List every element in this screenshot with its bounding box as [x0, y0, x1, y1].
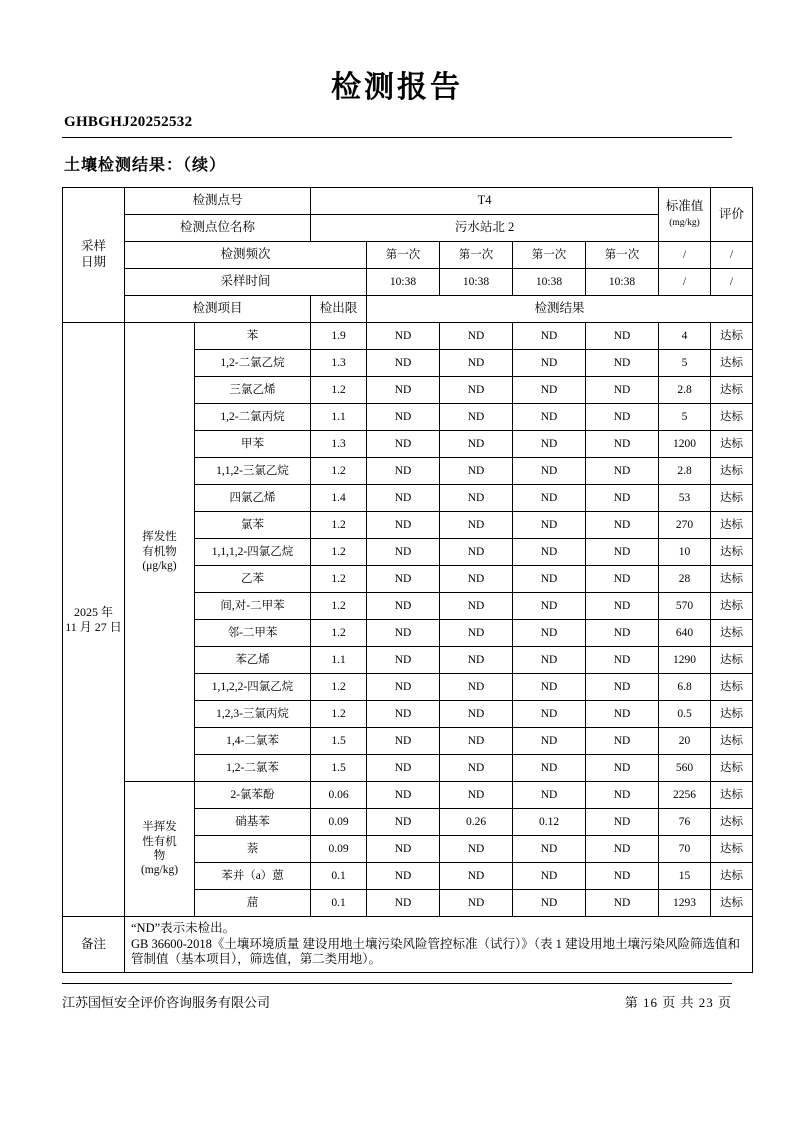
- remark-body: [125, 917, 753, 973]
- result-value: ND: [586, 647, 659, 674]
- standard-value: 2256: [659, 782, 711, 809]
- result-value: ND: [367, 512, 440, 539]
- result-value: ND: [440, 323, 513, 350]
- soil-results-table: [62, 187, 753, 973]
- remark-label: 备注: [63, 917, 125, 973]
- item-name: 苯并（a）蒽: [195, 863, 311, 890]
- result-value: ND: [513, 431, 586, 458]
- result-value: ND: [513, 782, 586, 809]
- standard-value: 1293: [659, 890, 711, 917]
- standard-value: 70: [659, 836, 711, 863]
- sampling-time-value: 10:38: [367, 269, 440, 296]
- detection-limit: 0.09: [311, 809, 367, 836]
- result-value: ND: [367, 323, 440, 350]
- result-value: ND: [586, 782, 659, 809]
- result-value: ND: [440, 647, 513, 674]
- standard-value: 1290: [659, 647, 711, 674]
- point-number-label: 检测点号: [125, 188, 311, 215]
- result-value: ND: [440, 458, 513, 485]
- result-value: ND: [586, 404, 659, 431]
- result-value: ND: [586, 593, 659, 620]
- table-row: [63, 323, 753, 350]
- evaluation-value: 达标: [711, 782, 753, 809]
- result-value: ND: [440, 404, 513, 431]
- result-value: ND: [367, 701, 440, 728]
- frequency-value: 第一次: [440, 242, 513, 269]
- result-value: ND: [440, 512, 513, 539]
- standard-value: 5: [659, 350, 711, 377]
- evaluation-value: 达标: [711, 512, 753, 539]
- evaluation-value: 达标: [711, 377, 753, 404]
- item-name: 1,2-二氯丙烷: [195, 404, 311, 431]
- page-title: 检测报告: [331, 71, 463, 104]
- evaluation-value: 达标: [711, 728, 753, 755]
- standard-value: 640: [659, 620, 711, 647]
- standard-value: 0.5: [659, 701, 711, 728]
- evaluation-value: 达标: [711, 350, 753, 377]
- detection-limit: 1.2: [311, 566, 367, 593]
- item-name: 萘: [195, 836, 311, 863]
- table-row: [63, 782, 753, 809]
- result-value: ND: [586, 836, 659, 863]
- item-name: 1,2-二氯乙烷: [195, 350, 311, 377]
- detection-limit-label: 检出限: [311, 296, 367, 323]
- frequency-label: 检测频次: [125, 242, 367, 269]
- detection-limit: 1.2: [311, 674, 367, 701]
- result-value: ND: [440, 701, 513, 728]
- section-title: 土壤检测结果：（续）: [64, 157, 227, 174]
- result-value: ND: [367, 377, 440, 404]
- sampling-time-value: 10:38: [586, 269, 659, 296]
- item-name: 四氯乙烯: [195, 485, 311, 512]
- result-value: ND: [367, 431, 440, 458]
- result-value: ND: [440, 728, 513, 755]
- item-name: 乙苯: [195, 566, 311, 593]
- evaluation-value: 达标: [711, 647, 753, 674]
- evaluation-value: 达标: [711, 539, 753, 566]
- result-value: ND: [513, 755, 586, 782]
- result-value: ND: [367, 836, 440, 863]
- item-name: 1,2-二氯苯: [195, 755, 311, 782]
- evaluation-value: 达标: [711, 458, 753, 485]
- result-value: ND: [513, 701, 586, 728]
- result-value: ND: [586, 620, 659, 647]
- item-name: 1,2,3-三氯丙烷: [195, 701, 311, 728]
- standard-value: 270: [659, 512, 711, 539]
- page-footer: [62, 983, 732, 1011]
- result-value: ND: [513, 863, 586, 890]
- item-name: 硝基苯: [195, 809, 311, 836]
- evaluation-value: 达标: [711, 323, 753, 350]
- result-value: ND: [367, 809, 440, 836]
- standard-value: 4: [659, 323, 711, 350]
- result-value: ND: [513, 890, 586, 917]
- result-value: ND: [367, 755, 440, 782]
- result-value: ND: [440, 755, 513, 782]
- group-name-svoc: 半挥发 性有机 物 (mg/kg): [125, 782, 195, 917]
- item-name: 间,对-二甲苯: [195, 593, 311, 620]
- standard-value: 5: [659, 404, 711, 431]
- detection-limit: 1.2: [311, 701, 367, 728]
- result-value: ND: [367, 863, 440, 890]
- detection-limit: 1.2: [311, 539, 367, 566]
- detection-limit: 1.2: [311, 620, 367, 647]
- result-value: ND: [367, 647, 440, 674]
- footer-page-number: 第 16 页 共 23 页: [624, 994, 732, 1010]
- result-value: ND: [440, 431, 513, 458]
- detection-limit: 1.1: [311, 404, 367, 431]
- detection-limit: 1.2: [311, 593, 367, 620]
- standard-value: /: [659, 269, 711, 296]
- footer-company: 江苏国恒安全评价咨询服务有限公司: [62, 994, 271, 1010]
- result-value: ND: [586, 431, 659, 458]
- evaluation-value: /: [711, 269, 753, 296]
- result-value: ND: [513, 377, 586, 404]
- result-value: ND: [586, 458, 659, 485]
- result-value: ND: [513, 323, 586, 350]
- evaluation-value: 达标: [711, 674, 753, 701]
- result-value: ND: [367, 782, 440, 809]
- evaluation-value: 达标: [711, 809, 753, 836]
- point-name-label: 检测点位名称: [125, 215, 311, 242]
- evaluation-value: 达标: [711, 566, 753, 593]
- result-value: ND: [586, 809, 659, 836]
- result-value: ND: [586, 377, 659, 404]
- result-value: ND: [586, 701, 659, 728]
- result-value: ND: [513, 512, 586, 539]
- item-label: 检测项目: [125, 296, 311, 323]
- evaluation-value: 达标: [711, 701, 753, 728]
- result-value: ND: [513, 404, 586, 431]
- evaluation-header: 评价: [711, 188, 753, 242]
- item-name: 甲苯: [195, 431, 311, 458]
- item-name: 2-氯苯酚: [195, 782, 311, 809]
- sampling-time-label: 采样时间: [125, 269, 367, 296]
- result-value: ND: [586, 566, 659, 593]
- standard-value: 2.8: [659, 377, 711, 404]
- result-value: ND: [586, 728, 659, 755]
- result-value: ND: [440, 782, 513, 809]
- point-number-value: T4: [311, 188, 659, 215]
- result-value: ND: [367, 404, 440, 431]
- sampling-time-value: 10:38: [513, 269, 586, 296]
- result-value: ND: [440, 863, 513, 890]
- frequency-value: 第一次: [586, 242, 659, 269]
- frequency-value: 第一次: [367, 242, 440, 269]
- item-name: 1,4-二氯苯: [195, 728, 311, 755]
- result-value: ND: [513, 620, 586, 647]
- item-name: 邻-二甲苯: [195, 620, 311, 647]
- standard-value: 570: [659, 593, 711, 620]
- standard-value: 76: [659, 809, 711, 836]
- result-value: 0.12: [513, 809, 586, 836]
- detection-limit: 1.9: [311, 323, 367, 350]
- detection-limit: 1.3: [311, 350, 367, 377]
- result-value: ND: [513, 458, 586, 485]
- table-row: [63, 215, 753, 242]
- evaluation-value: 达标: [711, 485, 753, 512]
- result-value: ND: [440, 539, 513, 566]
- result-value: ND: [586, 539, 659, 566]
- table-row: [63, 242, 753, 269]
- result-value: ND: [367, 485, 440, 512]
- detection-limit: 1.1: [311, 647, 367, 674]
- standard-value: 15: [659, 863, 711, 890]
- result-value: ND: [513, 539, 586, 566]
- item-name: 氯苯: [195, 512, 311, 539]
- result-value: 0.26: [440, 809, 513, 836]
- report-number: GHBGHJ20252532: [64, 114, 193, 130]
- remark-line-1: “ND”表示未检出。: [131, 921, 236, 935]
- standard-value: 53: [659, 485, 711, 512]
- frequency-value: 第一次: [513, 242, 586, 269]
- result-value: ND: [586, 755, 659, 782]
- result-value: ND: [586, 890, 659, 917]
- result-value: ND: [440, 890, 513, 917]
- result-value: ND: [513, 674, 586, 701]
- table-row: [63, 296, 753, 323]
- result-value: ND: [586, 674, 659, 701]
- header-divider: [62, 137, 732, 138]
- result-value: ND: [440, 836, 513, 863]
- result-value: ND: [367, 890, 440, 917]
- standard-value: 28: [659, 566, 711, 593]
- point-name-value: 污水站北 2: [311, 215, 659, 242]
- standard-value: 10: [659, 539, 711, 566]
- detection-limit: 1.4: [311, 485, 367, 512]
- item-name: 1,1,1,2-四氯乙烷: [195, 539, 311, 566]
- table-row-remark: [63, 917, 753, 973]
- result-value: ND: [367, 620, 440, 647]
- evaluation-value: 达标: [711, 755, 753, 782]
- detection-limit: 0.1: [311, 890, 367, 917]
- standard-value: 1200: [659, 431, 711, 458]
- item-name: 苯: [195, 323, 311, 350]
- detection-limit: 1.5: [311, 755, 367, 782]
- evaluation-value: 达标: [711, 890, 753, 917]
- result-value: ND: [586, 485, 659, 512]
- result-value: ND: [513, 728, 586, 755]
- standard-value-header: 标准值 (mg/kg): [659, 188, 711, 242]
- result-value: ND: [440, 485, 513, 512]
- result-value: ND: [440, 674, 513, 701]
- detection-limit: 0.1: [311, 863, 367, 890]
- result-value: ND: [367, 350, 440, 377]
- detection-limit: 1.5: [311, 728, 367, 755]
- standard-value: 20: [659, 728, 711, 755]
- result-value: ND: [513, 485, 586, 512]
- result-value: ND: [513, 350, 586, 377]
- detection-limit: 0.09: [311, 836, 367, 863]
- detection-limit: 1.2: [311, 512, 367, 539]
- result-value: ND: [367, 728, 440, 755]
- sampling-date-header: 采样 日期: [63, 188, 125, 323]
- item-name: 䓛: [195, 890, 311, 917]
- standard-value: /: [659, 242, 711, 269]
- table-row: [63, 269, 753, 296]
- evaluation-value: 达标: [711, 620, 753, 647]
- result-value: ND: [586, 512, 659, 539]
- result-value: ND: [440, 377, 513, 404]
- evaluation-value: 达标: [711, 593, 753, 620]
- result-value: ND: [586, 350, 659, 377]
- group-name-voc: 挥发性 有机物 (μg/kg): [125, 323, 195, 782]
- evaluation-value: 达标: [711, 836, 753, 863]
- result-value: ND: [440, 620, 513, 647]
- result-value: ND: [440, 350, 513, 377]
- result-label: 检测结果: [367, 296, 753, 323]
- sampling-time-value: 10:38: [440, 269, 513, 296]
- evaluation-value: 达标: [711, 863, 753, 890]
- standard-value: 2.8: [659, 458, 711, 485]
- item-name: 1,1,2-三氯乙烷: [195, 458, 311, 485]
- evaluation-value: /: [711, 242, 753, 269]
- result-value: ND: [367, 674, 440, 701]
- result-value: ND: [513, 593, 586, 620]
- result-value: ND: [367, 593, 440, 620]
- standard-value: 560: [659, 755, 711, 782]
- result-value: ND: [367, 566, 440, 593]
- evaluation-value: 达标: [711, 431, 753, 458]
- detection-limit: 1.2: [311, 377, 367, 404]
- result-value: ND: [513, 836, 586, 863]
- remark-line-2: GB 36600-2018《土壤环境质量 建设用地土壤污染风险管控标准（试行）》（表 1 建设用地土壤污染风险筛选值和管制值（基本项目），筛选值，第二类用地）。: [131, 936, 741, 967]
- item-name: 1,1,2,2-四氯乙烷: [195, 674, 311, 701]
- result-value: ND: [513, 647, 586, 674]
- item-name: 苯乙烯: [195, 647, 311, 674]
- detection-limit: 1.3: [311, 431, 367, 458]
- sampling-date-value: 2025 年 11 月 27 日: [63, 323, 125, 917]
- item-name: 三氯乙烯: [195, 377, 311, 404]
- result-value: ND: [367, 458, 440, 485]
- detection-limit: 0.06: [311, 782, 367, 809]
- result-value: ND: [586, 323, 659, 350]
- result-value: ND: [440, 593, 513, 620]
- result-value: ND: [367, 539, 440, 566]
- evaluation-value: 达标: [711, 404, 753, 431]
- detection-limit: 1.2: [311, 458, 367, 485]
- standard-value: 6.8: [659, 674, 711, 701]
- result-value: ND: [440, 566, 513, 593]
- result-value: ND: [513, 566, 586, 593]
- table-row: [63, 188, 753, 215]
- result-value: ND: [586, 863, 659, 890]
